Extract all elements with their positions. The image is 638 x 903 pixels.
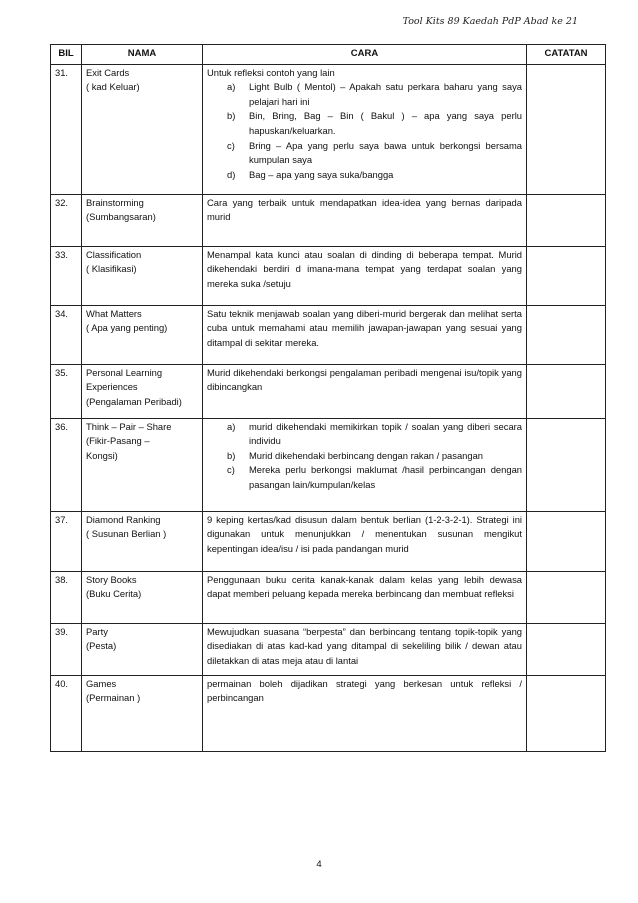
table-row — [51, 571, 606, 623]
method-name-line: ( Klasifikasi) — [86, 263, 137, 275]
row-number: 35. — [51, 364, 82, 418]
method-name-line: Experiences — [86, 381, 138, 393]
list-item-text: murid dikehendaki memikirkan topik / soalan yang diberi secara individu — [249, 420, 522, 447]
running-header: Tool Kits 89 Kaedah PdP Abad ke 21 — [402, 16, 578, 27]
method-notes — [527, 64, 606, 194]
method-name — [82, 623, 203, 675]
row-number: 39. — [51, 623, 82, 675]
methods-table — [50, 44, 606, 752]
method-description: Cara yang terbaik untuk mendapatkan idea-idea yang bernas daripada murid — [203, 194, 527, 246]
list-marker: a) — [227, 81, 236, 93]
page-number: 4 — [316, 859, 322, 870]
method-notes — [527, 571, 606, 623]
column-header-cara: CARA — [203, 45, 527, 65]
method-name-line: ( Susunan Berlian ) — [86, 528, 167, 540]
method-name-line: Games — [86, 677, 117, 689]
method-name-line: Diamond Ranking — [86, 513, 161, 525]
list-marker: a) — [227, 420, 236, 432]
method-description: Mewujudkan suasana “berpesta” dan berbincang tentang topik-topik yang disediakan di atas kad-kad yang ditampal di sekeliling bilik / dewan atau diletakkan di atas meja atau di lantai — [203, 623, 527, 675]
column-header-bil: BIL — [51, 45, 82, 65]
list-item — [207, 168, 522, 183]
row-number: 31. — [51, 64, 82, 194]
table-row — [51, 418, 606, 511]
list-marker: c) — [227, 464, 235, 476]
method-name-line: (Buku Cerita) — [86, 588, 142, 600]
method-description: Menampal kata kunci atau soalan di dinding di beberapa tempat. Murid dikehendaki berdiri d imana-mana tempat yang terdapat soalan yang mereka suka /setuju — [203, 246, 527, 305]
method-name — [82, 418, 203, 511]
method-name-line: (Pengalaman Peribadi) — [86, 395, 182, 407]
row-number: 32. — [51, 194, 82, 246]
table-row — [51, 511, 606, 571]
method-name — [82, 571, 203, 623]
list-item-text: Bag – apa yang saya suka/bangga — [249, 168, 394, 180]
table-row — [51, 305, 606, 364]
description-list — [207, 80, 522, 182]
column-header-nama: NAMA — [82, 45, 203, 65]
method-notes — [527, 194, 606, 246]
method-notes — [527, 246, 606, 305]
method-name-line: (Fikir-Pasang – — [86, 435, 150, 447]
row-number: 37. — [51, 511, 82, 571]
method-notes — [527, 305, 606, 364]
column-header-catatan: CATATAN — [527, 45, 606, 65]
list-marker: b) — [227, 110, 236, 122]
description-list — [207, 420, 522, 493]
table-header-row — [51, 45, 606, 65]
method-name — [82, 675, 203, 751]
method-name-line: Brainstorming — [86, 196, 144, 208]
description-intro: Untuk refleksi contoh yang lain — [207, 66, 335, 78]
list-marker: b) — [227, 449, 236, 461]
list-item — [207, 449, 522, 464]
row-number: 36. — [51, 418, 82, 511]
method-description — [203, 418, 527, 511]
method-name-line: Story Books — [86, 573, 137, 585]
method-name — [82, 246, 203, 305]
list-item — [207, 80, 522, 109]
list-marker: d) — [227, 168, 236, 180]
method-name-line: Personal Learning — [86, 366, 163, 378]
method-name-line: (Sumbangsaran) — [86, 211, 156, 223]
method-description — [203, 64, 527, 194]
method-notes — [527, 675, 606, 751]
method-description: Murid dikehendaki berkongsi pengalaman peribadi mengenai isu/topik yang dibincangkan — [203, 364, 527, 418]
list-item-text: Bin, Bring, Bag – Bin ( Bakul ) – apa yang saya perlu hapuskan/keluarkan. — [249, 110, 522, 137]
table-row — [51, 64, 606, 194]
method-name-line: Think – Pair – Share — [86, 420, 172, 432]
method-name-line: (Permainan ) — [86, 692, 141, 704]
method-name-line: (Pesta) — [86, 640, 117, 652]
method-name-line: What Matters — [86, 307, 142, 319]
method-description: Penggunaan buku cerita kanak-kanak dalam kelas yang lebih dewasa dapat memberi peluang kepada mereka berbincang dan membuat refleksi — [203, 571, 527, 623]
method-name-line: Kongsi) — [86, 449, 118, 461]
method-name-line: ( Apa yang penting) — [86, 322, 168, 334]
method-name — [82, 364, 203, 418]
method-description: 9 keping kertas/kad disusun dalam bentuk berlian (1-2-3-2-1). Strategi ini digunakan untuk menunjukkan / menentukan susunan mengikut kepentingan idea/isu / isi pada pandangan murid — [203, 511, 527, 571]
method-name — [82, 194, 203, 246]
list-item-text: Mereka perlu berkongsi maklumat /hasil perbincangan dengan pasangan lain/kumpulan/kelas — [249, 464, 522, 491]
table-row — [51, 194, 606, 246]
method-notes — [527, 623, 606, 675]
row-number: 34. — [51, 305, 82, 364]
method-name-line: Party — [86, 625, 108, 637]
method-name — [82, 305, 203, 364]
table-row — [51, 623, 606, 675]
method-name-line: Classification — [86, 248, 142, 260]
method-name-line: ( kad Keluar) — [86, 81, 140, 93]
list-item-text: Light Bulb ( Mentol) – Apakah satu perkara baharu yang saya pelajari hari ini — [249, 81, 522, 107]
method-notes — [527, 511, 606, 571]
list-item — [207, 420, 522, 449]
list-item — [207, 139, 522, 168]
method-name — [82, 64, 203, 194]
table-row — [51, 246, 606, 305]
list-item — [207, 463, 522, 492]
table-row — [51, 364, 606, 418]
method-name — [82, 511, 203, 571]
method-description: Satu teknik menjawab soalan yang diberi-murid bergerak dan melihat serta cuba untuk memahami atau memilih jawapan-jawapan yang sesuai yang ditampal di sekitar mereka. — [203, 305, 527, 364]
table-row — [51, 675, 606, 751]
list-item-text: Bring – Apa yang perlu saya bawa untuk berkongsi bersama kumpulan saya — [249, 139, 522, 166]
list-item — [207, 109, 522, 138]
list-marker: c) — [227, 139, 235, 151]
method-name-line: Exit Cards — [86, 66, 130, 78]
row-number: 38. — [51, 571, 82, 623]
method-notes — [527, 364, 606, 418]
list-item-text: Murid dikehendaki berbincang dengan rakan / pasangan — [249, 449, 484, 461]
row-number: 33. — [51, 246, 82, 305]
row-number: 40. — [51, 675, 82, 751]
method-description: permainan boleh dijadikan strategi yang berkesan untuk refleksi / perbincangan — [203, 675, 527, 751]
method-notes — [527, 418, 606, 511]
